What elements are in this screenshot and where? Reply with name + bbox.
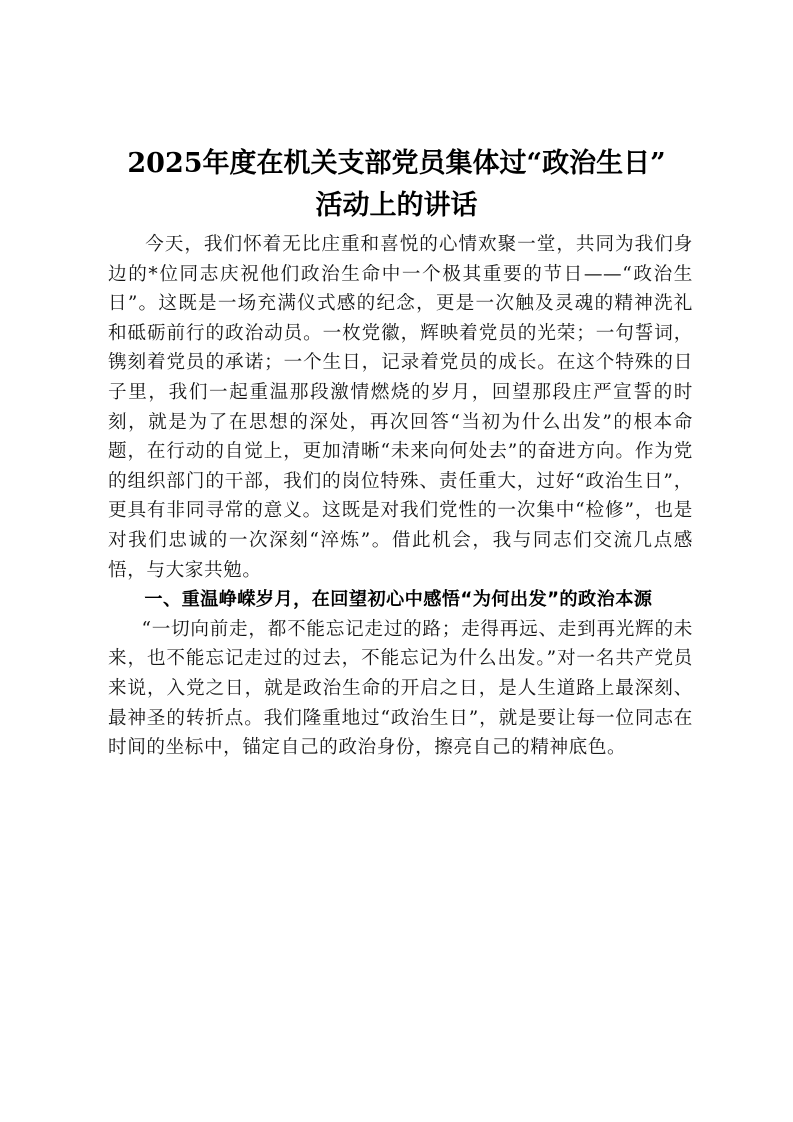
intro-paragraph: 今天，我们怀着无比庄重和喜悦的心情欢聚一堂，共同为我们身边的*位同志庆祝他们政治生命中一个极其重要的节日——“政治生日”。这既是一场充满仪式感的纪念，更是一次触及灵魂的精神洗礼和砥砺前行的政治动员。一枚党徽，辉映着党员的光荣；一句誓词，镌刻着党员的承诺；一个生日，记录着党员的成长。在这个特殊的日子里，我们一起重温那段激情燃烧的岁月，回望那段庄严宣誓的时刻，就是为了在思想的深处，再次回答“当初为什么出发”的根本命题，在行动的自觉上，更加清晰“未来向何处去”的奋进方向。作为党的组织部门的干部，我们的岗位特殊、责任重大，过好“政治生日”，更具有非同寻常的意义。这既是对我们党性的一次集中“检修”，也是对我们忠诚的一次深刻“淬炼”。借此机会，我与同志们交流几点感悟，与大家共勉。 <box>108 234 693 581</box>
document-body <box>108 230 693 763</box>
section-1-paragraph: “一切向前走，都不能忘记走过的路；走得再远、走到再光辉的未来，也不能忘记走过的过去，不能忘记为什么出发。”对一名共产党员来说，入党之日，就是政治生命的开启之日，是人生道路上最深刻、最神圣的转折点。我们隆重地过“政治生日”，就是要让每一位同志在时间的坐标中，锚定自己的政治身份，擦亮自己的精神底色。 <box>108 618 693 759</box>
title-line-2: 活动上的讲话 <box>315 190 478 221</box>
section-heading-1: 一、重温峥嵘岁月，在回望初心中感悟“为何出发”的政治本源 <box>144 589 653 611</box>
document-title <box>100 143 693 227</box>
title-line-1: 2025年度在机关支部党员集体过“政治生日” <box>127 148 666 179</box>
